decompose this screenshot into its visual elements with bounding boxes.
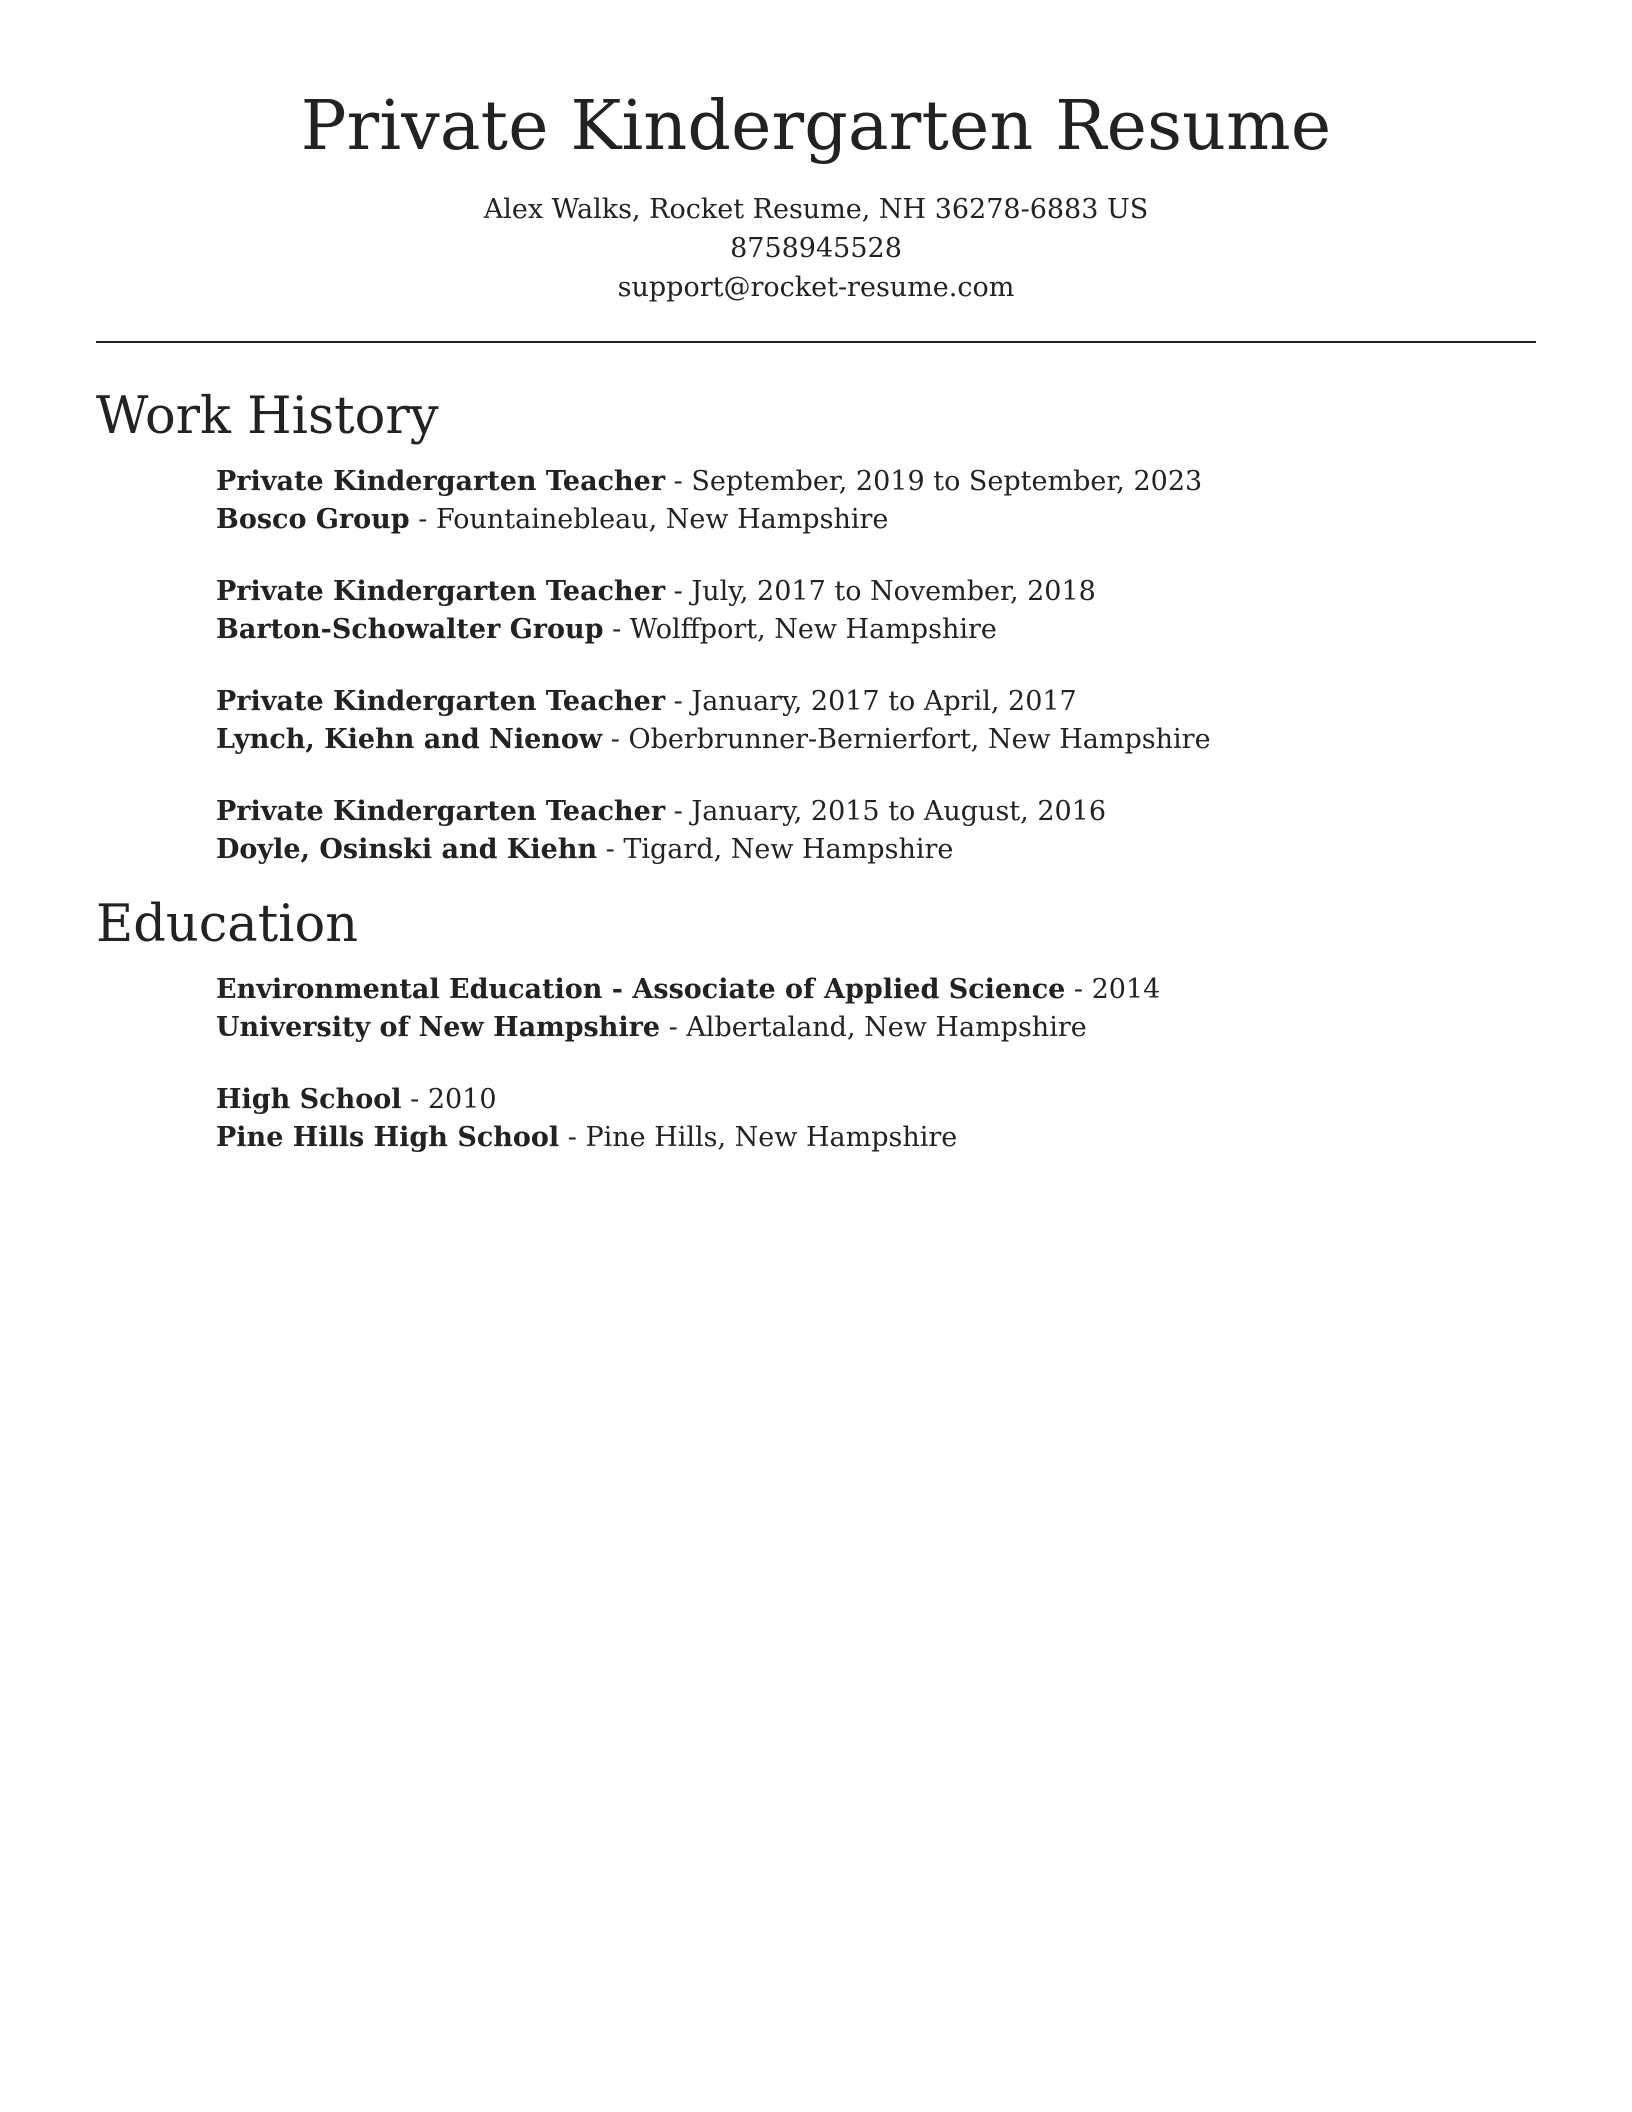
work-entry-title-line (216, 463, 1536, 501)
work-entry-location: - Tigard, New Hampshire (597, 834, 954, 865)
work-entry (216, 683, 1536, 759)
education-entry (216, 971, 1536, 1047)
work-entry-location: - Fountainebleau, New Hampshire (409, 504, 889, 535)
education-entry-school: Pine Hills High School (216, 1122, 560, 1153)
work-entry-employer: Doyle, Osinski and Kiehn (216, 834, 598, 865)
work-entry (216, 573, 1536, 649)
resume-header (96, 0, 1536, 307)
work-entry-dates: - July, 2017 to November, 2018 (665, 576, 1096, 607)
work-entry-role: Private Kindergarten Teacher (216, 796, 666, 827)
work-entry-dates: - January, 2017 to April, 2017 (665, 686, 1077, 717)
work-entry-employer-line (216, 721, 1536, 759)
work-entry-dates: - September, 2019 to September, 2023 (665, 466, 1203, 497)
work-entry-role: Private Kindergarten Teacher (216, 686, 666, 717)
work-entry-dates: - January, 2015 to August, 2016 (665, 796, 1107, 827)
header-divider (96, 341, 1536, 343)
contact-info (96, 190, 1536, 307)
education-entry-year: - 2010 (401, 1084, 497, 1115)
education-entry-location: - Albertaland, New Hampshire (660, 1012, 1087, 1043)
education-entry-location: - Pine Hills, New Hampshire (559, 1122, 958, 1153)
work-entry-role: Private Kindergarten Teacher (216, 576, 666, 607)
education-entry-degree: Environmental Education - Associate of Applied Science (216, 974, 1066, 1005)
education-list (96, 971, 1536, 1157)
work-entry-employer-line (216, 611, 1536, 649)
work-entry-location: - Oberbrunner-Bernierfort, New Hampshire (602, 724, 1211, 755)
work-entry-employer-line (216, 831, 1536, 869)
work-entry-title-line (216, 573, 1536, 611)
contact-address: Alex Walks, Rocket Resume, NH 36278-6883 US (483, 194, 1149, 225)
page-title: Private Kindergarten Resume (300, 87, 1332, 166)
work-entry-employer: Bosco Group (216, 504, 410, 535)
work-history-heading: Work History (96, 387, 439, 446)
education-entry-school-line (216, 1009, 1536, 1047)
contact-email: support@rocket-resume.com (617, 272, 1015, 303)
education-heading: Education (96, 895, 359, 954)
contact-phone: 8758945528 (730, 233, 902, 264)
work-entry-role: Private Kindergarten Teacher (216, 466, 666, 497)
work-entry-employer: Barton-Schowalter Group (216, 614, 604, 645)
education-entry-school: University of New Hampshire (216, 1012, 661, 1043)
work-entry (216, 463, 1536, 539)
work-history-list (96, 463, 1536, 869)
work-entry-employer: Lynch, Kiehn and Nienow (216, 724, 603, 755)
work-entry-title-line (216, 683, 1536, 721)
work-entry (216, 793, 1536, 869)
education-entry-degree-line (216, 1081, 1536, 1119)
education-entry-year: - 2014 (1065, 974, 1161, 1005)
education-entry (216, 1081, 1536, 1157)
education-entry-degree: High School (216, 1084, 402, 1115)
work-entry-title-line (216, 793, 1536, 831)
work-entry-location: - Wolffport, New Hampshire (603, 614, 997, 645)
education-entry-school-line (216, 1119, 1536, 1157)
work-entry-employer-line (216, 501, 1536, 539)
education-entry-degree-line (216, 971, 1536, 1009)
